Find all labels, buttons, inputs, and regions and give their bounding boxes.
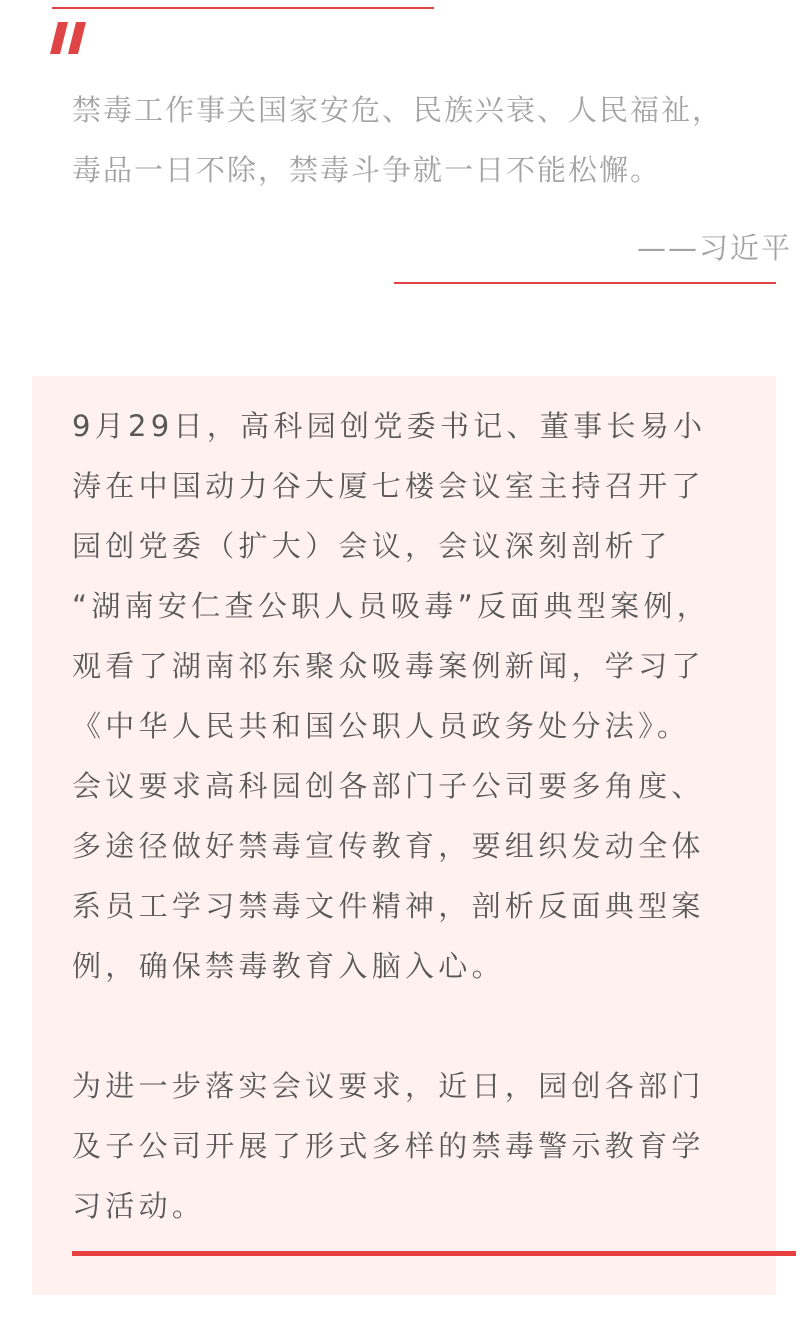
paragraph-line: 多途径做好禁毒宣传教育，要组织发动全体 [72,829,705,863]
paragraph-line: 涛在中国动力谷大厦七楼会议室主持召开了 [72,469,705,503]
paragraph-line: 例，确保禁毒教育入脑入心。 [72,949,505,983]
paragraph-line: 园创党委（扩大）会议，会议深刻剖析了 [72,529,672,563]
paragraph-line: 习活动。 [72,1189,206,1223]
article-paragraph [72,396,710,996]
article-paragraph [72,1056,705,1236]
paragraph-line: 9月29日，高科园创党委书记、董事长易小 [72,409,707,443]
bottom-divider [72,1251,796,1256]
top-divider [52,7,434,9]
quote-text [72,80,772,200]
paragraph-line: 《中华人民共和国公职人员政务处分法》。 [72,709,691,743]
paragraph-line: 为进一步落实会议要求，近日，园创各部门 [72,1069,705,1103]
paragraph-line: 观看了湖南祁东聚众吸毒案例新闻，学习了 [72,649,705,683]
quote-attribution: ——习近平 [636,231,792,265]
quote-line: 禁毒工作事关国家安危、民族兴衰、人民福祉， [72,93,724,127]
paragraph-line: 会议要求高科园创各部门子公司要多角度、 [72,769,705,803]
attribution-divider [394,282,776,284]
paragraph-line: “湖南安仁查公职人员吸毒”反面典型案例， [72,589,711,623]
paragraph-line: 及子公司开展了形式多样的禁毒警示教育学 [72,1129,705,1163]
article-body [32,376,776,1295]
quotation-mark-icon [50,20,90,56]
paragraph-line: 系员工学习禁毒文件精神，剖析反面典型案 [72,889,705,923]
quote-line: 毒品一日不除，禁毒斗争就一日不能松懈。 [72,153,662,187]
